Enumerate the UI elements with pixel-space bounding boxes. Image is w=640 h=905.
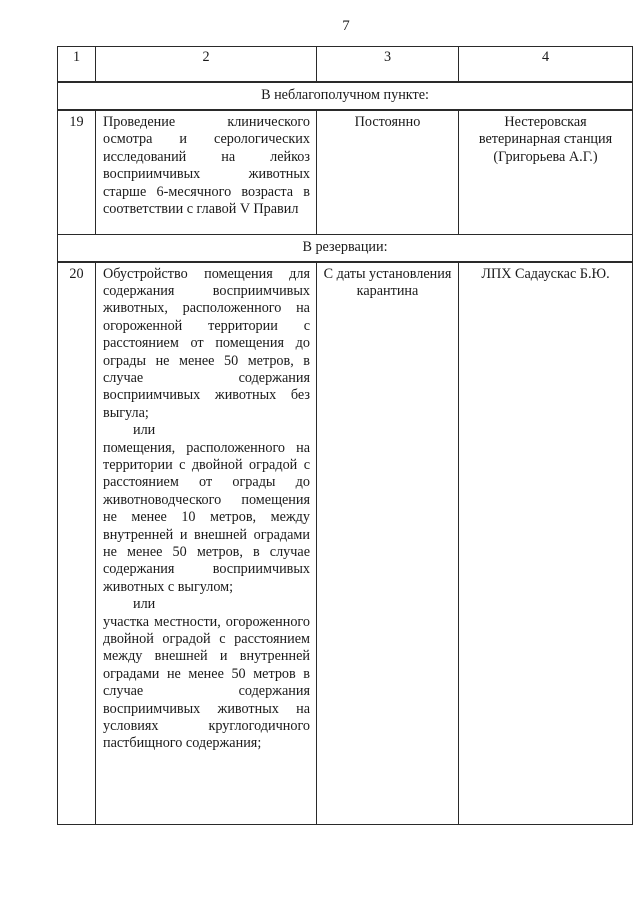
- table-row: [58, 262, 633, 825]
- section-title: В резервации:: [58, 234, 633, 262]
- section-row: [58, 82, 633, 110]
- row-number: 19: [58, 110, 96, 234]
- section-row: [58, 234, 633, 262]
- column-header: 1: [58, 47, 96, 83]
- measure-paragraph: помещения, расположенного на территории с двойной оградой с расстоянием от ограды до животноводческого помещения не менее 10 метров, между внутренней и внешней оградами не менее 50 метров, в случае содержания восприимчивых животных с выгулом;: [103, 439, 310, 595]
- period-cell: Постоянно: [317, 110, 459, 234]
- column-header: 2: [96, 47, 317, 83]
- period-cell: С даты установления карантина: [317, 262, 459, 825]
- column-header: 4: [459, 47, 633, 83]
- measure-cell: [96, 262, 317, 825]
- measure-paragraph: Обустройство помещения для содержания восприимчивых животных, расположенного на огороженной территории с расстоянием от помещения до ограды не менее 50 метров, в случае содержания восприимчивых животных без выгула;: [103, 265, 310, 421]
- responsible-cell: Нестеровская ветеринарная станция (Григорьева А.Г.): [459, 110, 633, 234]
- page-number: 7: [342, 18, 350, 34]
- measure-cell: Проведение клинического осмотра и серологических исследований на лейкоз восприимчивых животных старше 6-месячного возраста в соответствии с главой V Правил: [96, 110, 317, 234]
- measures-table: [57, 46, 633, 825]
- table-row: [58, 110, 633, 234]
- or-separator: или: [133, 422, 156, 439]
- responsible-cell: ЛПХ Садаускас Б.Ю.: [459, 262, 633, 825]
- measure-paragraph: участка местности, огороженного двойной оградой с расстоянием между внешней и внутренней оградами не менее 50 метров в случае содержания восприимчивых животных на условиях круглогодичного пастбищного содержания;: [103, 613, 310, 752]
- table-header-row: [58, 47, 633, 83]
- section-title: В неблагополучном пункте:: [58, 82, 633, 110]
- row-number: 20: [58, 262, 96, 825]
- or-separator: или: [133, 596, 156, 613]
- column-header: 3: [317, 47, 459, 83]
